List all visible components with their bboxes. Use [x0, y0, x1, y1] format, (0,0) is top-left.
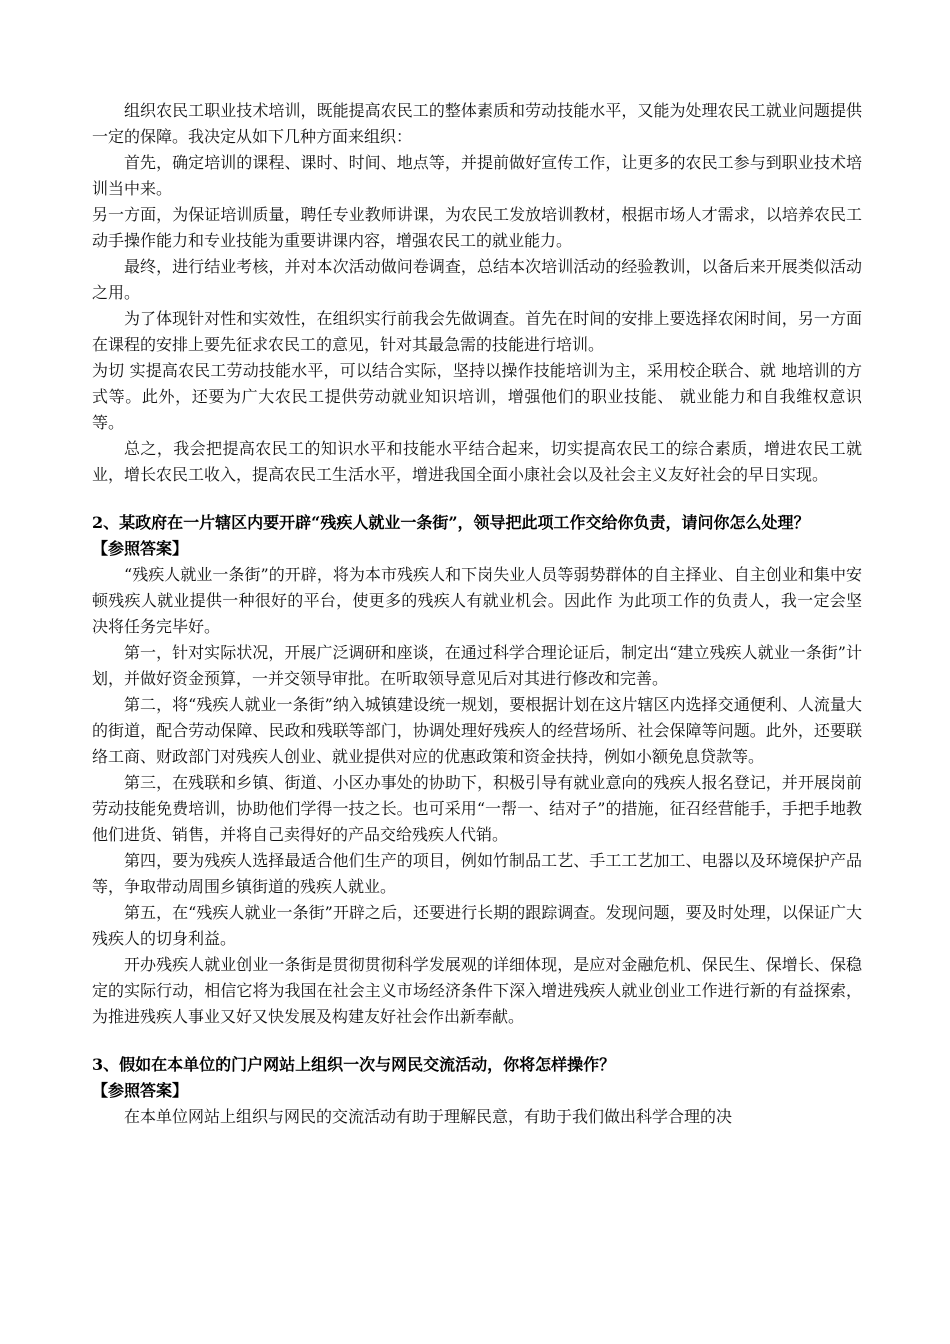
question-heading: 3、假如在本单位的门户网站上组织一次与网民交流活动，你将怎样操作？	[92, 1055, 616, 1074]
paragraph: 第四，要为残疾人选择最适合他们生产的项目，例如竹制品工艺、手工工艺加工、电器以及环境保护产品等，争取带动周围乡镇街道的残疾人就业。	[92, 851, 862, 896]
paragraph: 另一方面，为保证培训质量，聘任专业教师讲课，为农民工发放培训教材，根据市场人才需求，以培养农民工动手操作能力和专业技能为重要讲课内容，增强农民工的就业能力。	[92, 205, 862, 250]
paragraph: 第二，将“残疾人就业一条街”纳入城镇建设统一规划，要根据计划在这片辖区内选择交通便利、人流量大的街道，配合劳动保障、民政和残联等部门，协调处理好残疾人的经营场所、社会保障等问题。此外，还要联络工商、财政部门对残疾人创业、就业提供对应的优惠政策和资金扶持，例如小额免息贷款等。	[92, 695, 862, 766]
paragraph: 开办残疾人就业创业一条街是贯彻贯彻科学发展观的详细体现，是应对金融危机、保民生、保增长、保稳定的实际行动，相信它将为我国在社会主义市场经济条件下深入增进残疾人就业创业工作进行新的有益探索，为推进残疾人事业又好又快发展及构建友好社会作出新奉献。	[92, 955, 862, 1026]
answer-label: 【参照答案】	[92, 539, 189, 558]
paragraph: 组织农民工职业技术培训，既能提高农民工的整体素质和劳动技能水平，又能为处理农民工就业问题提供一定的保障。我决定从如下几种方面来组织：	[92, 101, 862, 146]
paragraph: “残疾人就业一条街”的开辟，将为本市残疾人和下岗失业人员等弱势群体的自主择业、自主创业和集中安顿残疾人就业提供一种很好的平台，使更多的残疾人有就业机会。因此作 为此项工作的负责人，我一定会坚决将任务完毕好。	[92, 565, 862, 636]
question-heading: 2、某政府在一片辖区内要开辟“残疾人就业一条街”，领导把此项工作交给你负责，请问你怎么处理？	[92, 513, 810, 532]
paragraph: 第五，在“残疾人就业一条街”开辟之后，还要进行长期的跟踪调查。发现问题，要及时处理，以保证广大残疾人的切身利益。	[92, 903, 862, 948]
paragraph: 第一，针对实际状况，开展广泛调研和座谈，在通过科学合理论证后，制定出“建立残疾人就业一条街”计划，并做好资金预算，一并交领导审批。在听取领导意见后对其进行修改和完善。	[92, 643, 862, 688]
paragraph: 为切 实提高农民工劳动技能水平，可以结合实际，坚持以操作技能培训为主，采用校企联合、就 地培训的方式等。此外，还要为广大农民工提供劳动就业知识培训，增强他们的职业技能、 就业能力和自我维权意识等。	[92, 361, 862, 432]
document-body	[92, 98, 862, 1130]
paragraph: 第三，在残联和乡镇、街道、小区办事处的协助下，积极引导有就业意向的残疾人报名登记，并开展岗前劳动技能免费培训，协助他们学得一技之长。也可采用“一帮一、结对子”的措施，征召经营能手，手把手地教他们进货、销售，并将自己卖得好的产品交给残疾人代销。	[92, 773, 862, 844]
paragraph: 为了体现针对性和实效性，在组织实行前我会先做调查。首先在时间的安排上要选择农闲时间，另一方面在课程的安排上要先征求农民工的意见，针对其最急需的技能进行培训。	[92, 309, 862, 354]
paragraph: 总之，我会把提高农民工的知识水平和技能水平结合起来，切实提高农民工的综合素质，增进农民工就业，增长农民工收入，提高农民工生活水平，增进我国全面小康社会以及社会主义友好社会的早日实现。	[92, 439, 862, 484]
answer-label: 【参照答案】	[92, 1081, 189, 1100]
paragraph: 首先，确定培训的课程、课时、时间、地点等，并提前做好宣传工作，让更多的农民工参与到职业技术培训当中来。	[92, 153, 862, 198]
paragraph: 最终，进行结业考核，并对本次活动做问卷调查，总结本次培训活动的经验教训，以备后来开展类似活动之用。	[92, 257, 862, 302]
paragraph: 在本单位网站上组织与网民的交流活动有助于理解民意，有助于我们做出科学合理的决	[124, 1107, 733, 1126]
